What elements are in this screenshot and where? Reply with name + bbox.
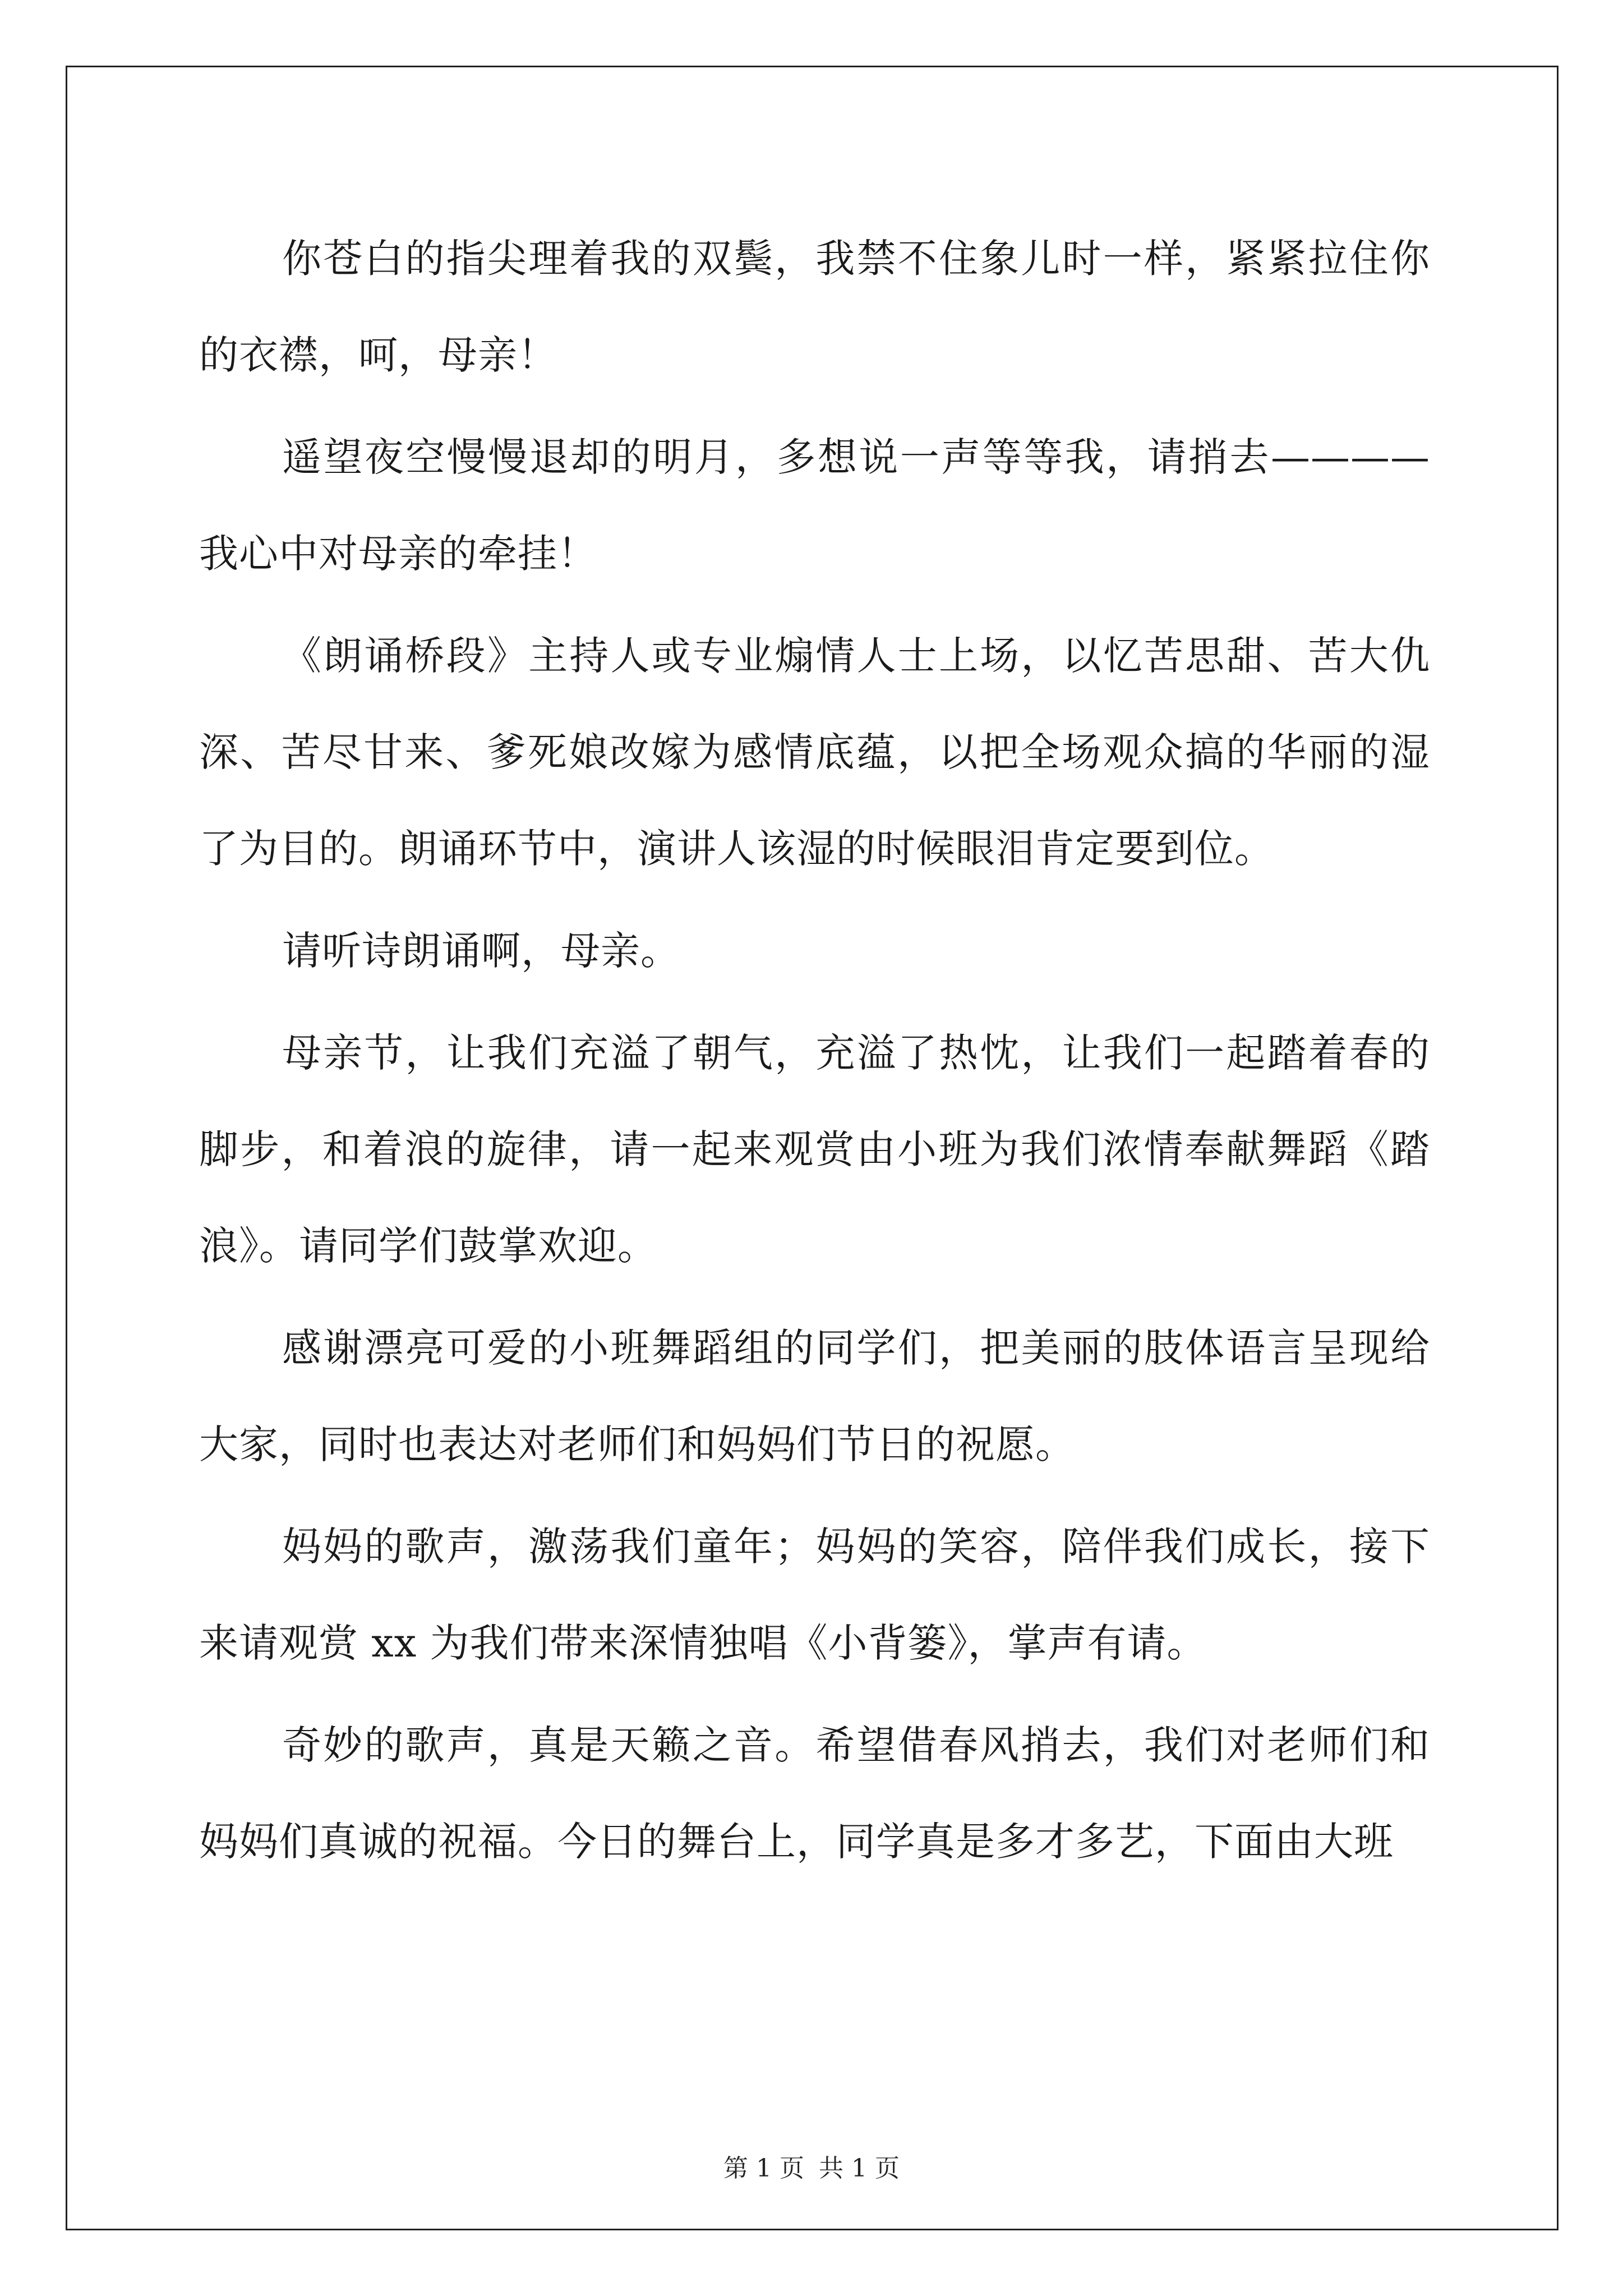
- page-number: 第 1 页: [723, 2154, 804, 2183]
- paragraph: 感谢漂亮可爱的小班舞蹈组的同学们，把美丽的肢体语言呈现给大家，同时也表达对老师们和妈妈们节日的祝愿。: [199, 1325, 1430, 1467]
- paragraph: 你苍白的指尖理着我的双鬓，我禁不住象儿时一样，紧紧拉住你的衣襟，呵，母亲！: [199, 236, 1430, 378]
- page-footer: [0, 2152, 1623, 2185]
- paragraph: 《朗诵桥段》主持人或专业煽情人士上场，以忆苦思甜、苦大仇深、苦尽甘来、爹死娘改嫁为感情底蕴，以把全场观众搞的华丽的湿了为目的。朗诵环节中，演讲人该湿的时候眼泪肯定要到位。: [199, 633, 1430, 872]
- paragraph: 奇妙的歌声，真是天籁之音。希望借春风捎去，我们对老师们和妈妈们真诚的祝福。今日的舞台上，同学真是多才多艺，下面由大班: [199, 1722, 1430, 1865]
- paragraph: 遥望夜空慢慢退却的明月，多想说一声等等我，请捎去————我心中对母亲的牵挂！: [199, 434, 1430, 577]
- paragraph: 请听诗朗诵啊，母亲。: [282, 928, 680, 974]
- document-body: [199, 210, 1430, 1895]
- paragraph: 妈妈的歌声，激荡我们童年；妈妈的笑容，陪伴我们成长，接下来请观赏 xx 为我们带来深情独唱《小背篓》，掌声有请。: [199, 1524, 1430, 1666]
- paragraph: 母亲节，让我们充溢了朝气，充溢了热忱，让我们一起踏着春的脚步，和着浪的旋律，请一起来观赏由小班为我们浓情奉献舞蹈《踏浪》。请同学们鼓掌欢迎。: [199, 1030, 1430, 1269]
- page-total: 共 1 页: [819, 2154, 900, 2183]
